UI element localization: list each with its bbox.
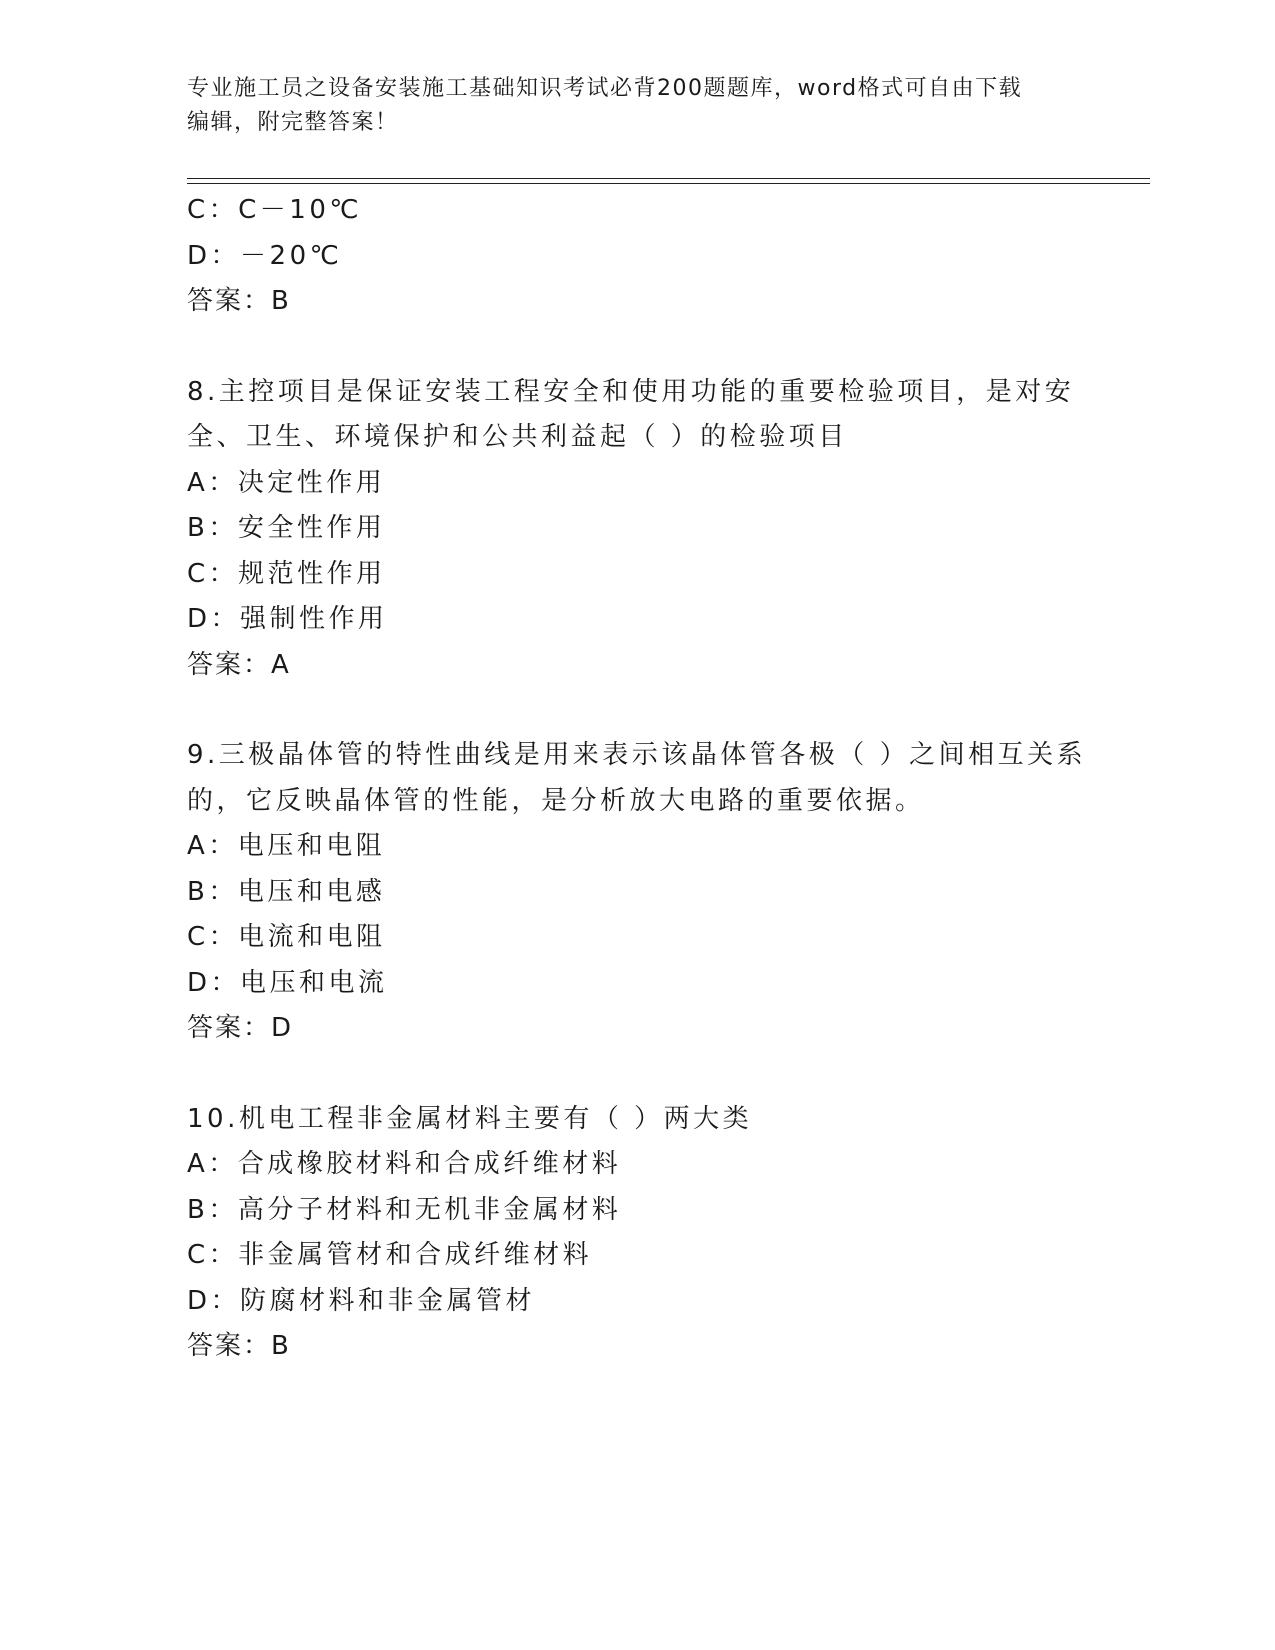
option-c: C：规范性作用 [187,558,386,589]
question-9 [187,733,1147,1052]
question-list [187,188,1147,1370]
question-10 [187,1097,1147,1370]
option-d: D：强制性作用 [187,604,388,634]
option-d: D：防腐材料和非金属管材 [187,1285,536,1316]
question-stem: 8.主控项目是保证安装工程安全和使用功能的重要检验项目，是对安 [187,376,1075,407]
header-divider-top [187,178,1150,179]
question-stem: 的，它反映晶体管的性能，是分析放大电路的重要依据。 [187,785,925,816]
option-a: A：决定性作用 [187,467,386,498]
question-stem: 全、卫生、环境保护和公共利益起（ ）的检验项目 [187,422,848,452]
option-c: C：电流和电阻 [187,922,386,952]
option-c: C：C－10℃ [187,195,363,225]
option-c: C：非金属管材和合成纤维材料 [187,1240,593,1270]
answer: 答案：A [187,649,291,680]
option-d: D：－20℃ [187,240,343,271]
document-header [187,72,1067,140]
option-b: B：安全性作用 [187,513,386,543]
answer: 答案：D [187,1013,294,1043]
question-8 [187,370,1147,689]
option-b: B：高分子材料和无机非金属材料 [187,1194,622,1225]
answer: 答案：B [187,1331,291,1361]
question-stem: 10.机电工程非金属材料主要有（ ）两大类 [187,1103,753,1134]
answer: 答案：B [187,286,291,316]
header-divider-bottom [187,183,1150,184]
header-line-1: 专业施工员之设备安装施工基础知识考试必背200题题库，word格式可自由下载 [187,76,1023,101]
option-d: D：电压和电流 [187,967,388,998]
option-a: A：合成橡胶材料和合成纤维材料 [187,1149,622,1179]
question-7-continued [187,188,1147,325]
option-b: B：电压和电感 [187,876,386,907]
option-a: A：电压和电阻 [187,831,386,861]
header-line-2: 编辑，附完整答案！ [187,110,399,135]
question-stem: 9.三极晶体管的特性曲线是用来表示该晶体管各极（ ）之间相互关系 [187,740,1087,770]
